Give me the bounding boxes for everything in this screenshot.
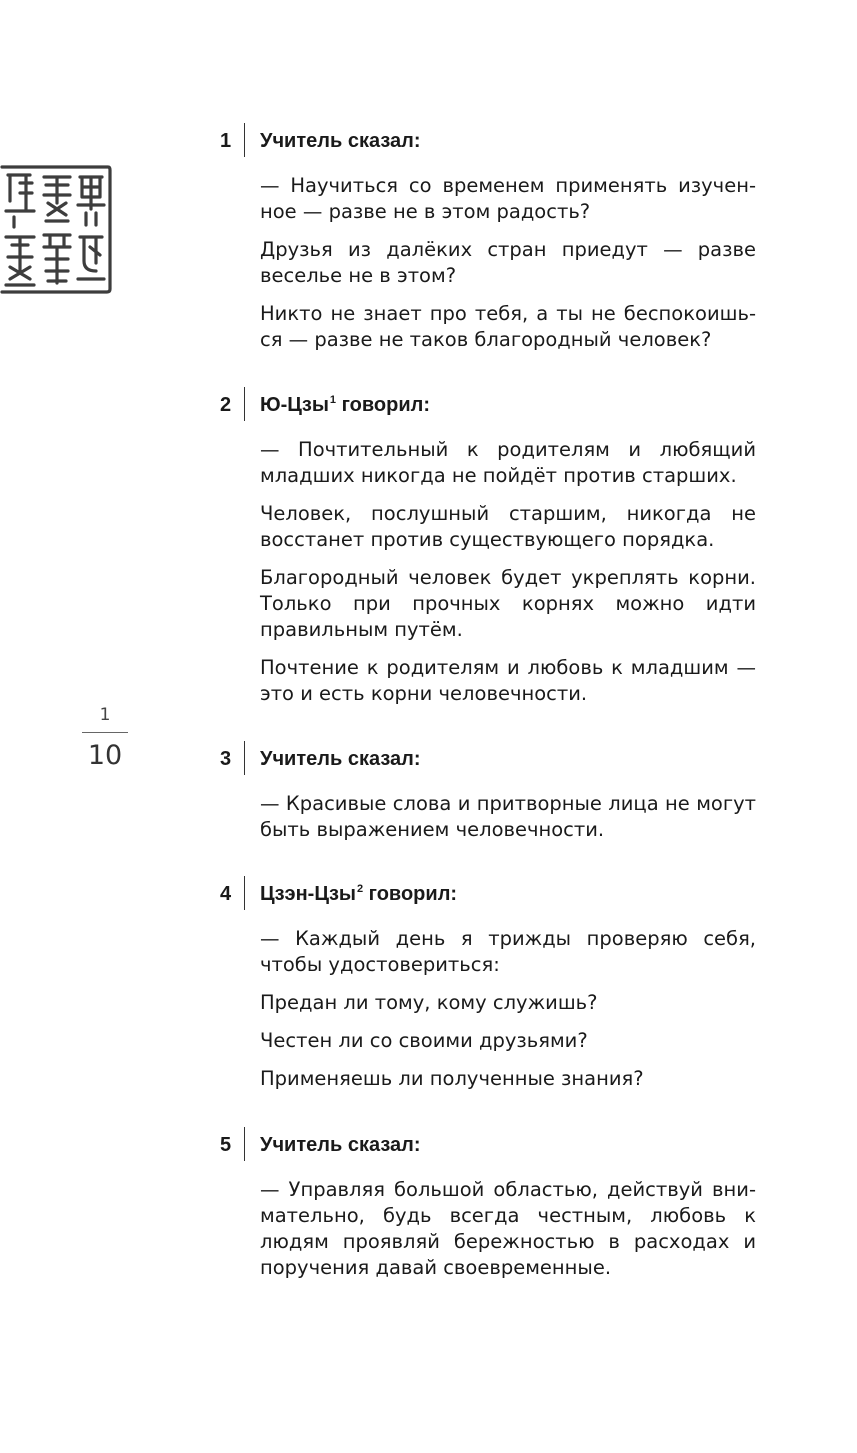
- chinese-seal-stamp-icon: [0, 163, 112, 295]
- verse-paragraph: — Каждый день я трижды проверяю себя, чтобы удостовериться:: [260, 927, 756, 976]
- verse-paragraph: Честен ли со своими друзьями?: [260, 1029, 588, 1052]
- footnote-marker: 2: [356, 883, 364, 895]
- page-number: 10: [87, 740, 123, 771]
- speaker-suffix: говорил:: [336, 394, 431, 416]
- verse-heading: [210, 392, 760, 418]
- verse-paragraph: Человек, послушный старшим, никогда не восстанет против существующего порядка.: [260, 502, 756, 551]
- verse-paragraph: — Красивые слова и притворные лица не могут быть выражением человечности.: [260, 792, 756, 841]
- verse-body: [260, 1177, 756, 1281]
- page-marker-divider: [82, 732, 128, 733]
- page-marker: [82, 704, 128, 771]
- verse: [210, 392, 760, 719]
- verse-heading: [210, 1132, 760, 1158]
- verse-speaker: [260, 881, 457, 907]
- verse-paragraph: — Управляя большой областью, действуй внимательно, будь всегда честным, любовь к людям проявляй бережностью в расходах и поручения давай своевременные.: [260, 1178, 756, 1279]
- verse-body: [260, 437, 756, 707]
- speaker-suffix: говорил:: [363, 883, 458, 905]
- verse-divider-bar: [244, 123, 245, 157]
- verse-speaker: Учитель сказал:: [260, 130, 421, 152]
- speaker-name: Цзэн-Цзы: [260, 883, 356, 905]
- verse-paragraph: Почтение к родителям и любовь к младшим — это и есть корни человечности.: [260, 656, 756, 705]
- verse-speaker: Учитель сказал:: [260, 748, 421, 770]
- verse-body: [260, 926, 756, 1092]
- verse: [210, 881, 760, 1104]
- verse-body: [260, 173, 756, 353]
- verse-paragraph: Применяешь ли полученные знания?: [260, 1067, 644, 1090]
- chapter-number: 1: [99, 705, 111, 725]
- verse-paragraph: — Почтительный к родителям и любящий младших никогда не пойдёт против старших.: [260, 438, 756, 487]
- speaker-name: Ю-Цзы: [260, 394, 329, 416]
- verse-paragraph: Друзья из далёких стран приедут — разве веселье не в этом?: [260, 238, 756, 287]
- verse-number: 4: [220, 883, 232, 905]
- verse-heading: [210, 128, 760, 154]
- verse: [210, 746, 760, 855]
- verse-body: [260, 791, 756, 843]
- verse: [210, 128, 760, 365]
- verse-divider-bar: [244, 876, 245, 910]
- verse-paragraph: Благородный человек будет укреплять корни. Только при прочных корнях можно идти правильным путём.: [260, 566, 756, 641]
- verse-speaker: Учитель сказал:: [260, 1134, 421, 1156]
- footnote-marker: 1: [329, 394, 337, 406]
- verse-heading: [210, 881, 760, 907]
- verse-heading: [210, 746, 760, 772]
- verse: [210, 1132, 760, 1293]
- verse-divider-bar: [244, 1127, 245, 1161]
- verse-paragraph: Никто не знает про тебя, а ты не беспокоишься — разве не таков благородный человек?: [260, 302, 756, 351]
- verse-paragraph: Предан ли тому, кому служишь?: [260, 991, 598, 1014]
- verse-divider-bar: [244, 387, 245, 421]
- verse-paragraph: — Научиться со временем применять изученное — разве не в этом радость?: [260, 174, 756, 223]
- verse-number: 3: [220, 748, 232, 770]
- verse-number: 2: [220, 394, 232, 416]
- verse-number: 5: [220, 1134, 232, 1156]
- verse-speaker: [260, 392, 430, 418]
- verse-number: 1: [220, 130, 232, 152]
- verse-divider-bar: [244, 741, 245, 775]
